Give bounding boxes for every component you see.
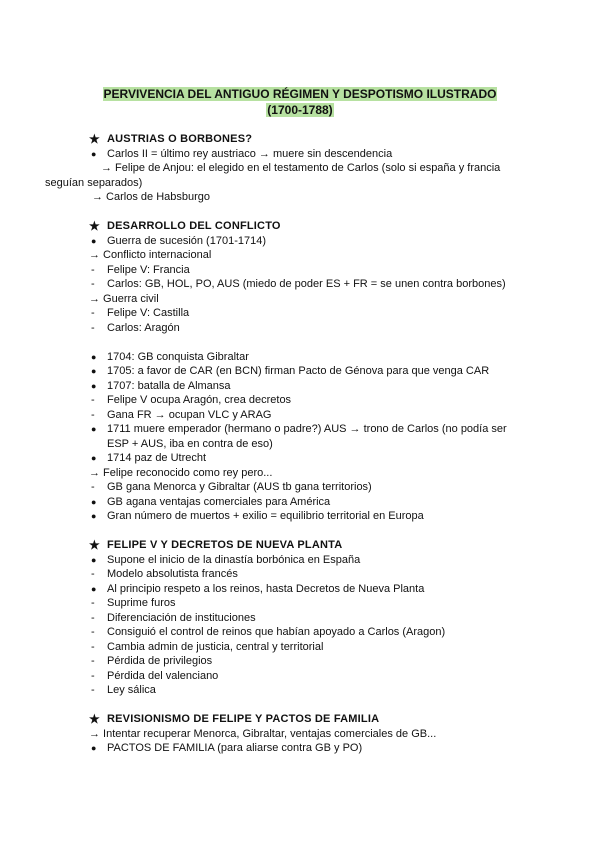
list-item: [0, 451, 600, 466]
list-item: [0, 741, 600, 756]
section-heading: [0, 132, 600, 147]
list-item-text: PACTOS DE FAMILIA (para aliarse contra GB y PO): [107, 742, 363, 754]
list-item-text: GB gana Menorca y Gibraltar (AUS tb gana territorios): [107, 481, 372, 493]
bullet-icon: ●: [91, 743, 97, 753]
dash-marker: -: [91, 307, 95, 319]
list-item: [0, 582, 600, 597]
section-heading: [0, 538, 600, 553]
section-heading: [0, 219, 600, 234]
list-item: [0, 393, 600, 408]
list-item: [0, 611, 600, 626]
list-item: [0, 364, 600, 379]
list-item-text: GB agana ventajas comerciales para América: [107, 495, 331, 508]
section-title: FELIPE V Y DECRETOS DE NUEVA PLANTA: [107, 539, 343, 551]
list-item-text: Felipe V ocupa Aragón, crea decretos: [107, 394, 292, 406]
list-item: [0, 234, 600, 249]
list-item-text: Al principio respeto a los reinos, hasta Decretos de Nueva Planta: [107, 582, 425, 595]
document-title: [0, 86, 600, 118]
text-line: [0, 161, 600, 176]
list-item-text: 1714 paz de Utrecht: [107, 452, 207, 464]
bullet-icon: ●: [91, 235, 97, 246]
list-item: [0, 480, 600, 495]
arrow-line-text: → Felipe de Anjou: el elegido en el testamento de Carlos (solo si españa y francia: [101, 162, 501, 174]
dash-marker: -: [91, 481, 95, 493]
spacer: [0, 698, 600, 713]
list-item-text: Diferenciación de instituciones: [107, 611, 256, 624]
dash-marker: -: [91, 408, 95, 421]
list-item-text: Felipe V: Castilla: [107, 307, 190, 319]
list-item-text: Carlos: Aragón: [107, 321, 180, 334]
dash-marker: -: [91, 626, 95, 638]
list-item-text: Modelo absolutista francés: [107, 568, 238, 580]
list-item-text: 1707: batalla de Almansa: [107, 379, 231, 392]
text-line: [0, 176, 600, 191]
title-line-1: PERVIVENCIA DEL ANTIGUO RÉGIMEN Y DESPOTISMO ILUSTRADO: [103, 87, 497, 101]
list-item: [0, 306, 600, 321]
list-item-text: 1704: GB conquista Gibraltar: [107, 350, 249, 363]
list-item: [0, 669, 600, 684]
bullet-icon: ●: [91, 380, 97, 391]
arrow-line-text: → Carlos de Habsburgo: [92, 191, 211, 203]
list-item-text: Carlos II = último rey austriaco → muere sin descendencia: [107, 147, 393, 160]
star-icon: ★: [89, 219, 100, 233]
document-body: [0, 132, 600, 756]
star-icon: ★: [89, 538, 100, 552]
list-item: [0, 596, 600, 611]
dash-marker: -: [91, 669, 95, 682]
list-item-text: 1711 muere emperador (hermano o padre?) AUS → trono de Carlos (no podía ser: [107, 423, 507, 435]
dash-marker: -: [91, 263, 95, 276]
list-item: [0, 350, 600, 365]
list-item: [0, 683, 600, 698]
list-item-text: Gana FR → ocupan VLC y ARAG: [107, 408, 272, 421]
dash-marker: -: [91, 611, 95, 624]
text-line: [0, 292, 600, 307]
bullet-icon: ●: [91, 453, 97, 463]
bullet-icon: ●: [91, 554, 97, 565]
bullet-icon: ●: [91, 148, 97, 159]
arrow-line-text: → Guerra civil: [89, 292, 159, 305]
list-item: [0, 495, 600, 510]
dash-marker: -: [91, 278, 95, 290]
list-item-text: Supone el inicio de la dinastía borbónica en España: [107, 553, 361, 566]
bullet-icon: ●: [91, 366, 97, 376]
list-item-text: Suprime furos: [107, 597, 176, 609]
arrow-line-text: → Intentar recuperar Menorca, Gibraltar, ventajas comerciales de GB...: [89, 727, 437, 740]
dash-marker: -: [91, 684, 95, 696]
list-item: [0, 553, 600, 568]
bullet-icon: ●: [91, 424, 97, 434]
bullet-icon: ●: [91, 583, 97, 594]
list-item-text: Pérdida del valenciano: [107, 669, 219, 682]
section-title: AUSTRIAS O BORBONES?: [107, 133, 253, 145]
dash-marker: -: [91, 655, 95, 667]
list-item: [0, 147, 600, 162]
list-item-text: Carlos: GB, HOL, PO, AUS (miedo de poder ES + FR = se unen contra borbones): [107, 278, 506, 290]
list-item: [0, 654, 600, 669]
list-item: [0, 567, 600, 582]
dash-marker: -: [91, 568, 95, 580]
section-title: DESARROLLO DEL CONFLICTO: [107, 220, 281, 232]
text-line: [0, 727, 600, 742]
list-item-text: Cambia admin de justicia, central y territorial: [107, 640, 324, 653]
dash-marker: -: [91, 640, 95, 653]
list-item: [0, 321, 600, 336]
dash-marker: -: [91, 394, 95, 406]
dash-marker: -: [91, 321, 95, 334]
spacer: [0, 205, 600, 220]
text-line: [0, 466, 600, 481]
spacer: [0, 524, 600, 539]
arrow-line-text: → Felipe reconocido como rey pero...: [89, 466, 273, 479]
list-item: [0, 263, 600, 278]
spacer: [0, 335, 600, 350]
list-item: [0, 277, 600, 292]
list-item-text: Gran número de muertos + exilio = equilibrio territorial en Europa: [107, 510, 424, 522]
list-item: [0, 640, 600, 655]
list-item: [0, 625, 600, 640]
continuation-text: ESP + AUS, iba en contra de eso): [107, 437, 273, 450]
list-item-text: Ley sálica: [107, 684, 156, 696]
text-line: [0, 248, 600, 263]
text-line: [0, 437, 600, 452]
list-item-text: Guerra de sucesión (1701-1714): [107, 234, 266, 247]
title-line-2: (1700-1788): [267, 103, 333, 117]
section-title: REVISIONISMO DE FELIPE Y PACTOS DE FAMILIA: [107, 713, 380, 725]
list-item: [0, 408, 600, 423]
bullet-icon: ●: [91, 496, 97, 507]
bullet-icon: ●: [91, 511, 97, 521]
list-item: [0, 509, 600, 524]
list-item-text: 1705: a favor de CAR (en BCN) firman Pacto de Génova para que venga CAR: [107, 365, 490, 377]
star-icon: ★: [89, 132, 100, 146]
list-item-text: Consiguió el control de reinos que habían apoyado a Carlos (Aragon): [107, 626, 446, 638]
section-heading: [0, 712, 600, 727]
list-item: [0, 379, 600, 394]
list-item-text: Felipe V: Francia: [107, 263, 190, 276]
dash-marker: -: [91, 597, 95, 609]
arrow-line-text: → Conflicto internacional: [89, 249, 212, 261]
list-item-text: Pérdida de privilegios: [107, 655, 213, 667]
wrapped-line-text: seguían separados): [45, 176, 143, 189]
bullet-icon: ●: [91, 351, 97, 362]
star-icon: ★: [89, 712, 100, 726]
text-line: [0, 190, 600, 205]
list-item: [0, 422, 600, 437]
